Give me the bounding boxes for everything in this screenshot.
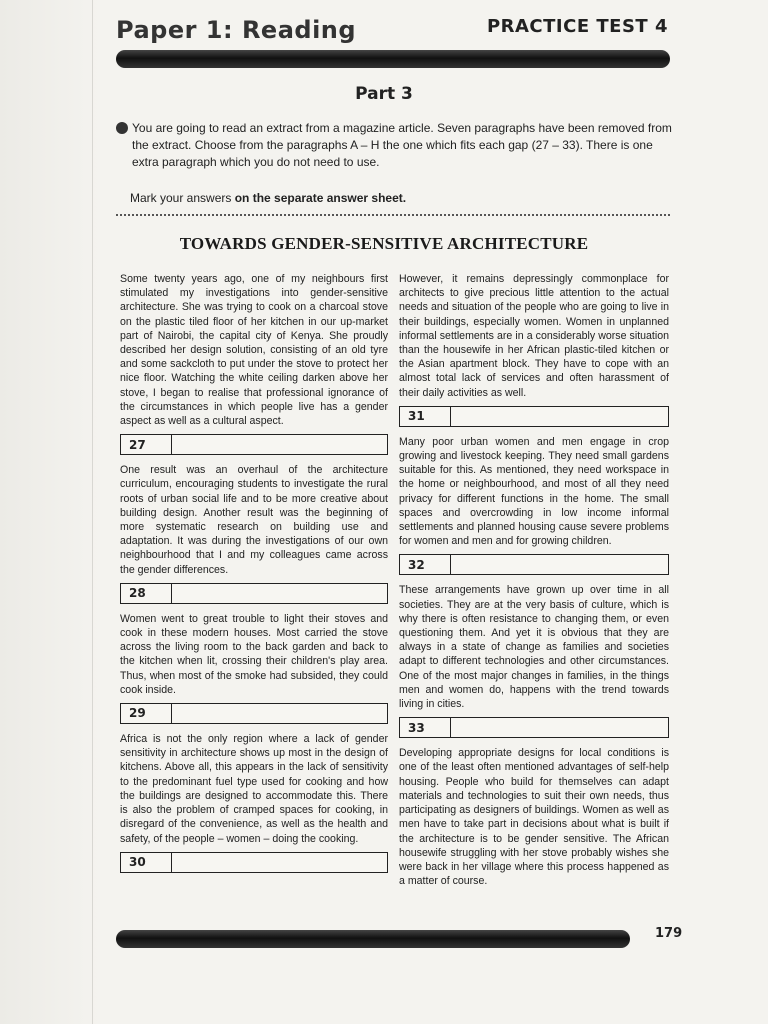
article-column-left <box>120 272 388 881</box>
paragraph: Africa is not the only region where a lack of gender sensitivity in architecture shows up most in the design of kitchens. Above all, this appears in the lack of sensitivity to the predominant fuel type used for cooking and how the buildings are designed to accommodate this. There is also the problem of cramped spaces for cooking, in disregard of the convenience, as well as the health and safety, of the people – women – doing the cooking. <box>120 733 388 845</box>
paragraph: Many poor urban women and men engage in crop growing and livestock keeping. They need small gardens suitable for this. As mentioned, they need workspace in the home or neighbourhood, and most of all they need privacy for different functions in the home. The small spaces and overcrowding in low income informal settlements and planned housing cause severe problems for women and men and for growing children. <box>399 435 669 548</box>
mark-answers-line <box>130 191 406 205</box>
footer-band <box>116 930 630 948</box>
gap-number: 32 <box>400 555 451 574</box>
gap-number: 33 <box>400 718 451 737</box>
paragraph: These arrangements have grown up over time in all societies. They are at the very basis of culture, which is why there is often resistance to changing them, or even questioning them. And yet it is obvious that they are always in a state of change as families and societies adapt to different technologies and other circumstances. One of the most major changes in families, in the things men and women do, happens with the trend towards living in cities. <box>399 584 669 711</box>
gap-30-box[interactable] <box>120 852 388 873</box>
article-column-right <box>399 272 669 894</box>
gap-number: 28 <box>121 584 172 603</box>
gap-number: 27 <box>121 435 172 454</box>
page-edge-shadow <box>0 0 100 1024</box>
page-number: 179 <box>655 926 683 941</box>
gap-32-box[interactable] <box>399 554 669 575</box>
divider <box>116 214 670 216</box>
paper-title: Paper 1: Reading <box>116 16 357 44</box>
gap-number: 31 <box>400 407 451 426</box>
part-heading: Part 3 <box>355 84 413 104</box>
paragraph: Some twenty years ago, one of my neighbours first stimulated my investigations into gender-sensitive architecture. She was trying to cook on a charcoal stove on the plastic tiled floor of her kitchen in our up-market part of Nairobi, the capital city of Kenya. She proudly described her design solution, consisting of an old tyre and some sackcloth to put under the stove to protect her nice floor. Watching the white ceiling darken above her stove, I began to realise that professional ignorance of the circumstances in which people live has a gender aspect as well as a cultural aspect. <box>120 273 388 428</box>
gap-number: 30 <box>121 853 172 872</box>
paragraph: Women went to great trouble to light their stoves and cook in these modern houses. Most carried the stove across the living room to the back garden and back to the kitchen when lit, crossing their children's play area. Thus, when most of the smoke had subsided, they could cook inside. <box>120 612 388 696</box>
gap-31-box[interactable] <box>399 406 669 427</box>
header-band <box>116 50 670 68</box>
gap-29-box[interactable] <box>120 703 388 724</box>
test-title: PRACTICE TEST 4 <box>486 16 668 37</box>
paragraph: Developing appropriate designs for local conditions is one of the least often mentioned advantages of self-help housing. People who build for themselves can adapt materials and technologies to suit their own needs, thus participating as designers of buildings. Women as well as men have to take part in decisions about what is built if the architecture is to be gender sensitive. The African housewife struggling with her stove probably wishes she were back in her village where this process happened as a matter of course. <box>399 747 669 888</box>
mark-answers-prefix: Mark your answers <box>130 191 235 205</box>
gap-28-box[interactable] <box>120 583 388 604</box>
instructions <box>116 120 676 171</box>
gap-27-box[interactable] <box>120 434 388 455</box>
paragraph: However, it remains depressingly commonplace for architects to give precious little attention to the actual needs and situation of the people who are going to live in their buildings, especially women. Women in unplanned informal settlements are in a considerably worse situation than the housewife in her African plastic-tiled kitchen or the Asian apartment block. They have to cope with an almost total lack of services and often harassment of their daily activities as well. <box>399 273 669 399</box>
margin-line <box>92 0 93 1024</box>
paragraph: One result was an overhaul of the architecture curriculum, encouraging students to investigate the rural roots of urban social life and to be more creative about building design. Another result was the beginning of more systematic research on building use and adaptation. It was during the investigations of our own neighbourhood that I and my colleagues came across the gender differences. <box>120 464 388 576</box>
bullet-icon <box>116 122 128 134</box>
gap-33-box[interactable] <box>399 717 669 738</box>
gap-number: 29 <box>121 704 172 723</box>
mark-answers-bold: on the separate answer sheet. <box>234 191 407 205</box>
instructions-text: You are going to read an extract from a magazine article. Seven paragraphs have been removed from the extract. Choose from the paragraphs A – H the one which fits each gap (27 – 33). There is one extra paragraph which you do not need to use. <box>132 121 672 169</box>
article-title: TOWARDS GENDER-SENSITIVE ARCHITECTURE <box>179 234 589 253</box>
